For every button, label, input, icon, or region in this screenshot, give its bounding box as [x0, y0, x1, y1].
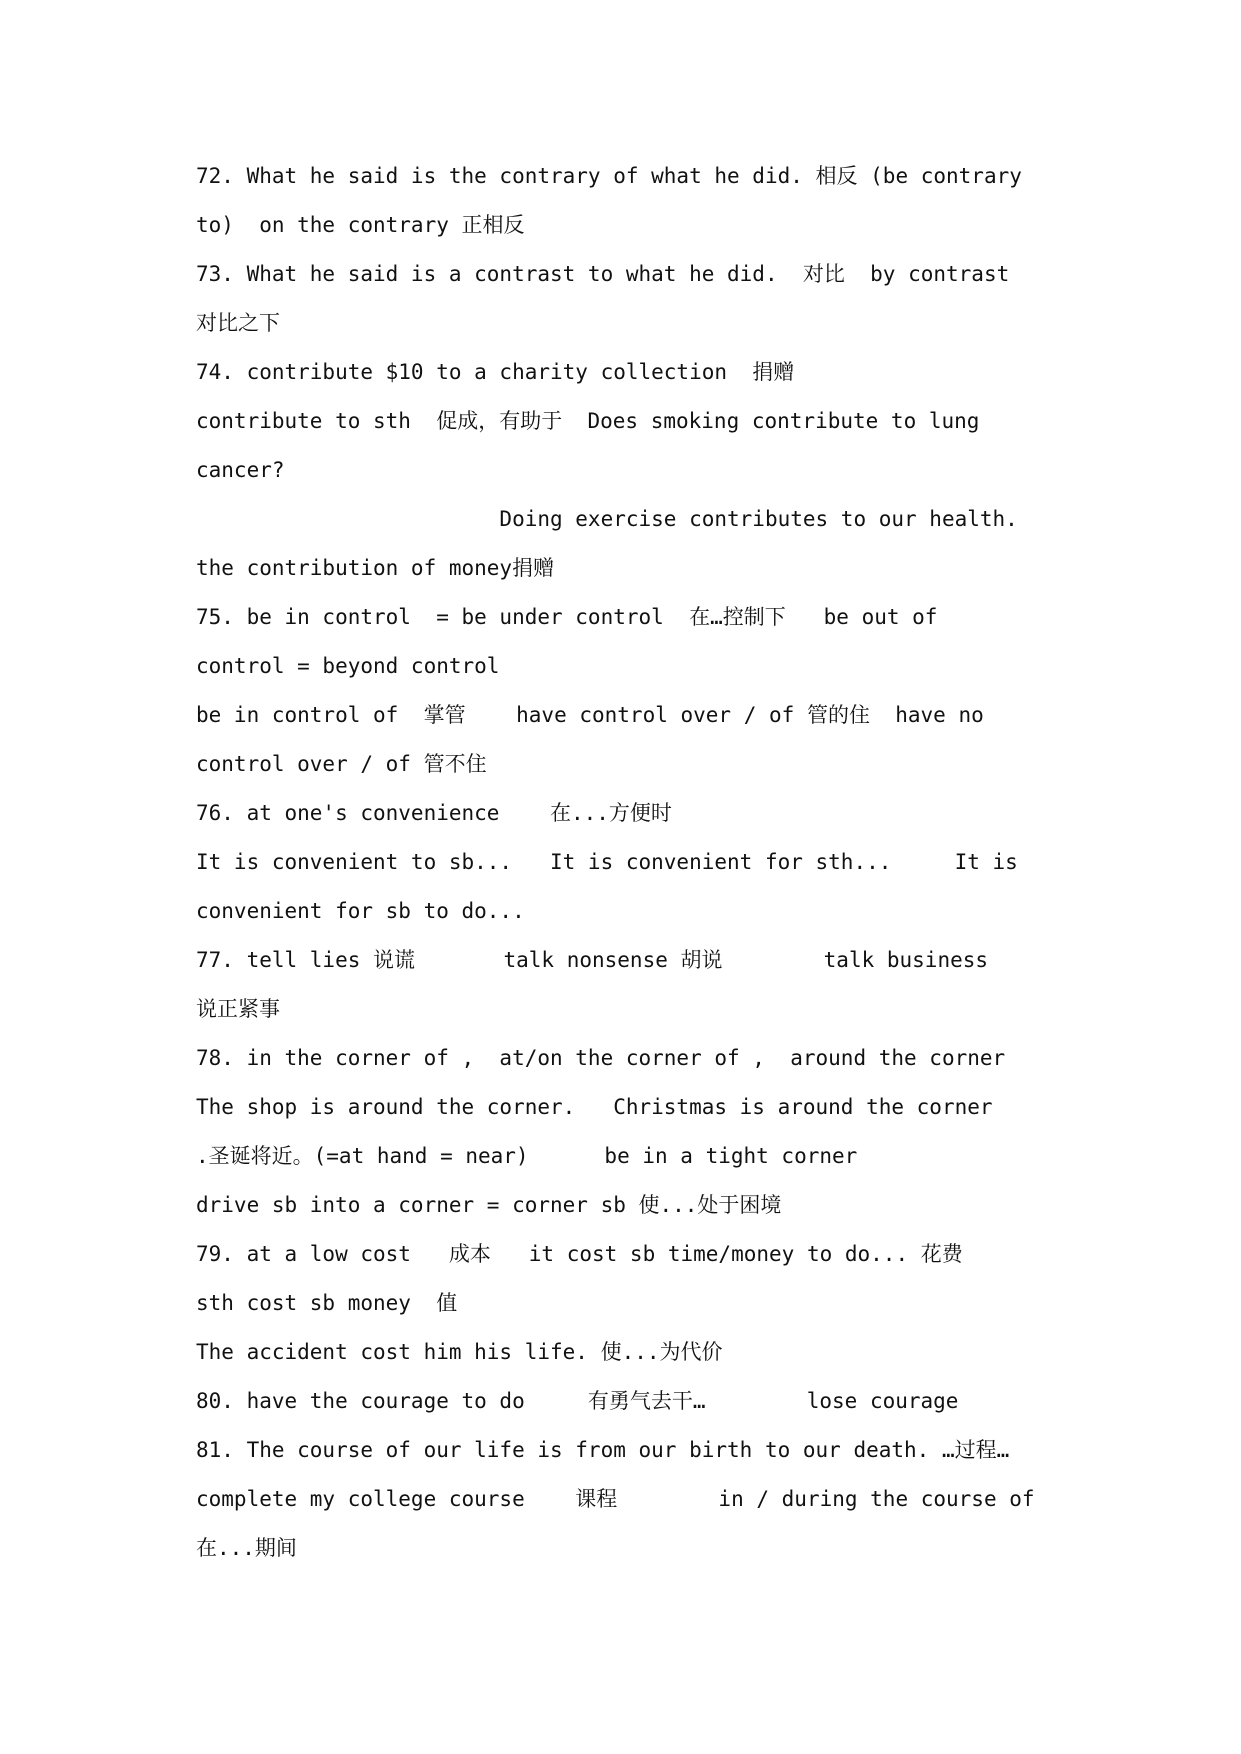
text-line: .圣诞将近。(=at hand = near) be in a tight corner: [196, 1144, 858, 1168]
text-line: The shop is around the corner. Christmas is around the corner: [196, 1095, 993, 1119]
text-line: 80. have the courage to do 有勇气去干… lose courage: [196, 1389, 959, 1413]
text-line: 77. tell lies 说谎 talk nonsense 胡说 talk business: [196, 948, 989, 972]
text-line: sth cost sb money 值: [196, 1291, 458, 1315]
text-line: The accident cost him his life. 使...为代价: [196, 1340, 723, 1364]
text-line: control over / of 管不住: [196, 752, 487, 776]
text-line: 在...期间: [196, 1536, 297, 1560]
text-line: drive sb into a corner = corner sb 使...处于困境: [196, 1193, 782, 1217]
text-line: cancer?: [196, 458, 285, 482]
text-line: contribute to sth 促成，有助于 Does smoking contribute to lung: [196, 409, 980, 433]
vocabulary-notes: [196, 152, 1076, 1573]
text-line: 81. The course of our life is from our birth to our death. …过程…: [196, 1438, 1010, 1462]
text-line: convenient for sb to do...: [196, 899, 525, 923]
text-line: 对比之下: [196, 311, 280, 335]
text-line: be in control of 掌管 have control over / of 管的住 have no: [196, 703, 984, 727]
text-line: 74. contribute $10 to a charity collection 捐赠: [196, 360, 795, 384]
text-line: control = beyond control: [196, 654, 500, 678]
text-line: 79. at a low cost 成本 it cost sb time/money to do... 花费: [196, 1242, 963, 1266]
text-line: 说正紧事: [196, 997, 280, 1021]
text-line: 75. be in control = be under control 在…控制下 be out of: [196, 605, 938, 629]
text-line: 78. in the corner of , at/on the corner of , around the corner: [196, 1046, 1006, 1070]
text-line: to) on the contrary 正相反: [196, 213, 525, 237]
text-line: the contribution of money捐赠: [196, 556, 555, 580]
text-line: It is convenient to sb... It is convenient for sth... It is: [196, 850, 1018, 874]
text-line: 73. What he said is a contrast to what he did. 对比 by contrast: [196, 262, 1010, 286]
text-line: complete my college course 课程 in / during the course of: [196, 1487, 1035, 1511]
text-line: 72. What he said is the contrary of what he did. 相反 (be contrary: [196, 164, 1022, 188]
text-line: 76. at one's convenience 在...方便时: [196, 801, 672, 825]
text-line: Doing exercise contributes to our health.: [196, 507, 1018, 531]
